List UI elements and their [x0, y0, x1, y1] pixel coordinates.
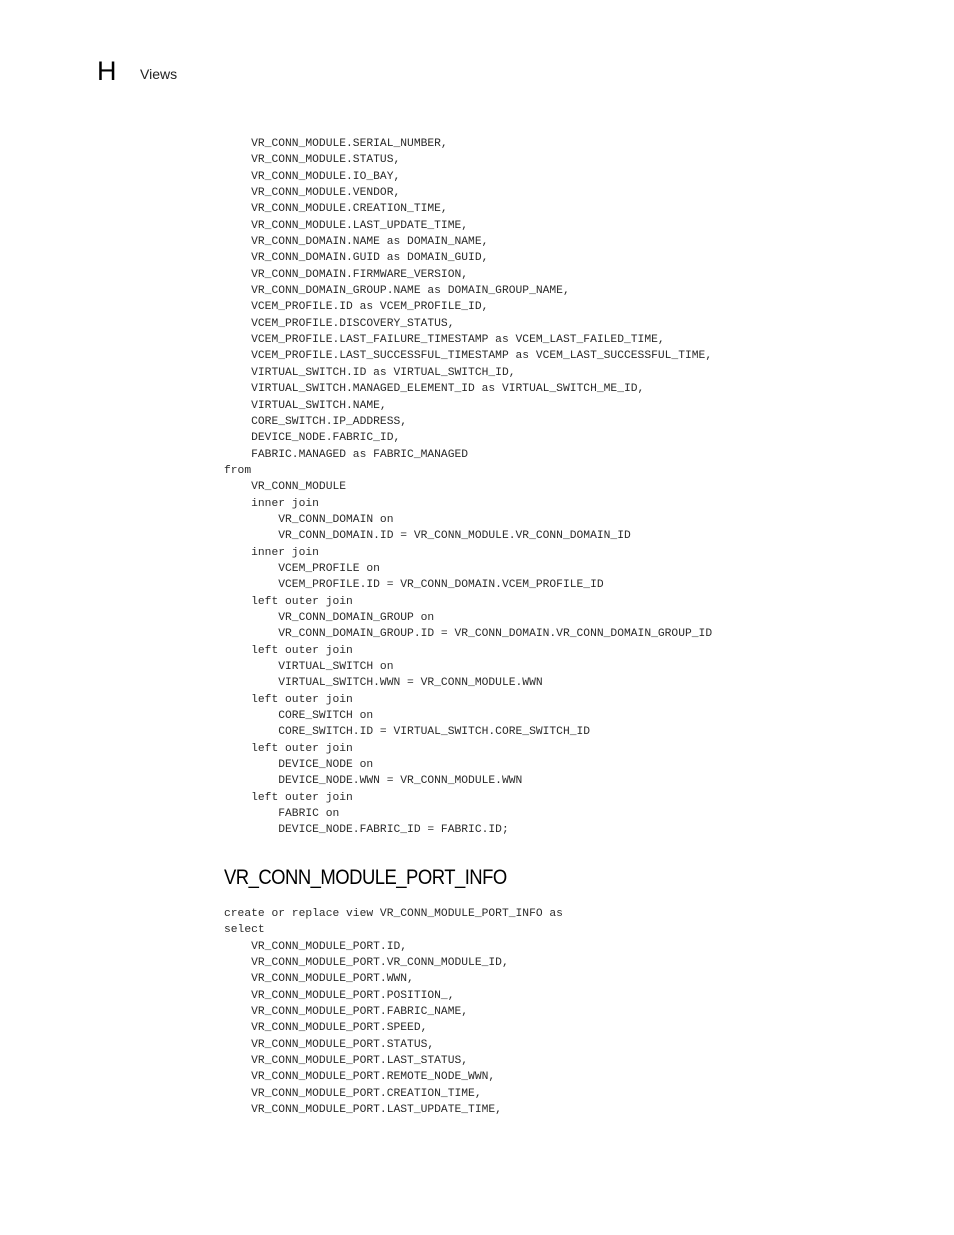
code-line: VCEM_PROFILE.LAST_FAILURE_TIMESTAMP as VCEM_LAST_FAILED_TIME, — [224, 334, 665, 347]
code-line: CORE_SWITCH.ID = VIRTUAL_SWITCH.CORE_SWITCH_ID — [224, 726, 591, 739]
code-line: FABRIC.MANAGED as FABRIC_MANAGED — [224, 448, 469, 461]
code-line: VIRTUAL_SWITCH.ID as VIRTUAL_SWITCH_ID, — [224, 366, 516, 379]
chapter-title: Views — [140, 66, 178, 82]
code-line: VIRTUAL_SWITCH on — [224, 661, 394, 673]
code-line: VR_CONN_MODULE_PORT.LAST_STATUS, — [224, 1055, 469, 1068]
code-line: VR_CONN_DOMAIN.ID = VR_CONN_MODULE.VR_CONN_DOMAIN_ID — [224, 530, 631, 543]
code-line: VR_CONN_MODULE.CREATION_TIME, — [224, 203, 448, 216]
code-line: VCEM_PROFILE.ID as VCEM_PROFILE_ID, — [224, 301, 489, 314]
code-line: VR_CONN_MODULE_PORT.ID, — [224, 940, 408, 953]
code-line: VR_CONN_DOMAIN.NAME as DOMAIN_NAME, — [224, 236, 489, 249]
code-line: VR_CONN_MODULE_PORT.LAST_UPDATE_TIME, — [224, 1104, 502, 1117]
code-line: inner join — [224, 497, 319, 510]
code-line: VR_CONN_DOMAIN_GROUP.NAME as DOMAIN_GROUP_NAME, — [224, 285, 570, 298]
code-line: DEVICE_NODE.FABRIC_ID = FABRIC.ID; — [224, 824, 509, 837]
code-line: VR_CONN_MODULE_PORT.VR_CONN_MODULE_ID, — [224, 957, 509, 970]
code-line: left outer join — [224, 693, 353, 706]
code-line: create or replace view VR_CONN_MODULE_PORT_INFO as — [224, 908, 563, 920]
code-block-port-info-view — [224, 906, 563, 1118]
code-line: VCEM_PROFILE.ID = VR_CONN_DOMAIN.VCEM_PROFILE_ID — [224, 579, 604, 592]
code-line: VR_CONN_DOMAIN_GROUP.ID = VR_CONN_DOMAIN.VR_CONN_DOMAIN_GROUP_ID — [224, 628, 713, 641]
code-line: FABRIC on — [224, 808, 340, 821]
code-line: left outer join — [224, 791, 353, 804]
appendix-letter: H — [97, 56, 117, 86]
code-line: from — [224, 464, 252, 477]
code-line: VR_CONN_MODULE.VENDOR, — [224, 187, 401, 200]
code-line: VR_CONN_DOMAIN_GROUP on — [224, 611, 435, 624]
code-line: left outer join — [224, 644, 353, 657]
code-line: VR_CONN_DOMAIN.FIRMWARE_VERSION, — [224, 268, 469, 281]
code-line: DEVICE_NODE.WWN = VR_CONN_MODULE.WWN — [224, 775, 523, 788]
code-line: VCEM_PROFILE.DISCOVERY_STATUS, — [224, 317, 455, 330]
code-line: VR_CONN_MODULE.LAST_UPDATE_TIME, — [224, 219, 469, 232]
code-line: inner join — [224, 546, 319, 559]
code-line: CORE_SWITCH on — [224, 710, 374, 723]
code-line: VIRTUAL_SWITCH.NAME, — [224, 399, 387, 412]
code-line: VR_CONN_MODULE_PORT.STATUS, — [224, 1038, 435, 1051]
code-line: VR_CONN_MODULE_PORT.REMOTE_NODE_WWN, — [224, 1071, 496, 1084]
code-line: VCEM_PROFILE on — [224, 562, 380, 575]
code-line: select — [224, 924, 265, 937]
code-line: left outer join — [224, 595, 353, 608]
code-line: VR_CONN_MODULE_PORT.SPEED, — [224, 1022, 428, 1035]
code-line: VCEM_PROFILE.LAST_SUCCESSFUL_TIMESTAMP as VCEM_LAST_SUCCESSFUL_TIME, — [224, 350, 713, 363]
code-line: VR_CONN_MODULE_PORT.WWN, — [224, 973, 414, 986]
code-line: VR_CONN_MODULE.IO_BAY, — [224, 170, 401, 183]
code-line: VR_CONN_DOMAIN.GUID as DOMAIN_GUID, — [224, 252, 489, 265]
code-block-view-definition-continued — [224, 136, 712, 839]
code-line: DEVICE_NODE.FABRIC_ID, — [224, 432, 401, 445]
code-line: left outer join — [224, 742, 353, 755]
code-line: CORE_SWITCH.IP_ADDRESS, — [224, 415, 408, 428]
code-line: VR_CONN_MODULE — [224, 481, 347, 494]
code-line: VR_CONN_MODULE.SERIAL_NUMBER, — [224, 138, 448, 150]
code-line: VR_CONN_MODULE_PORT.FABRIC_NAME, — [224, 1006, 469, 1019]
code-line: VR_CONN_MODULE.STATUS, — [224, 154, 401, 167]
code-line: VR_CONN_MODULE_PORT.CREATION_TIME, — [224, 1087, 482, 1100]
section-heading: VR_CONN_MODULE_PORT_INFO — [224, 866, 507, 889]
code-line: VR_CONN_MODULE_PORT.POSITION_, — [224, 989, 455, 1002]
code-line: VIRTUAL_SWITCH.WWN = VR_CONN_MODULE.WWN — [224, 677, 543, 690]
code-line: VR_CONN_DOMAIN on — [224, 513, 394, 526]
code-line: VIRTUAL_SWITCH.MANAGED_ELEMENT_ID as VIRTUAL_SWITCH_ME_ID, — [224, 383, 645, 396]
code-line: DEVICE_NODE on — [224, 759, 374, 772]
